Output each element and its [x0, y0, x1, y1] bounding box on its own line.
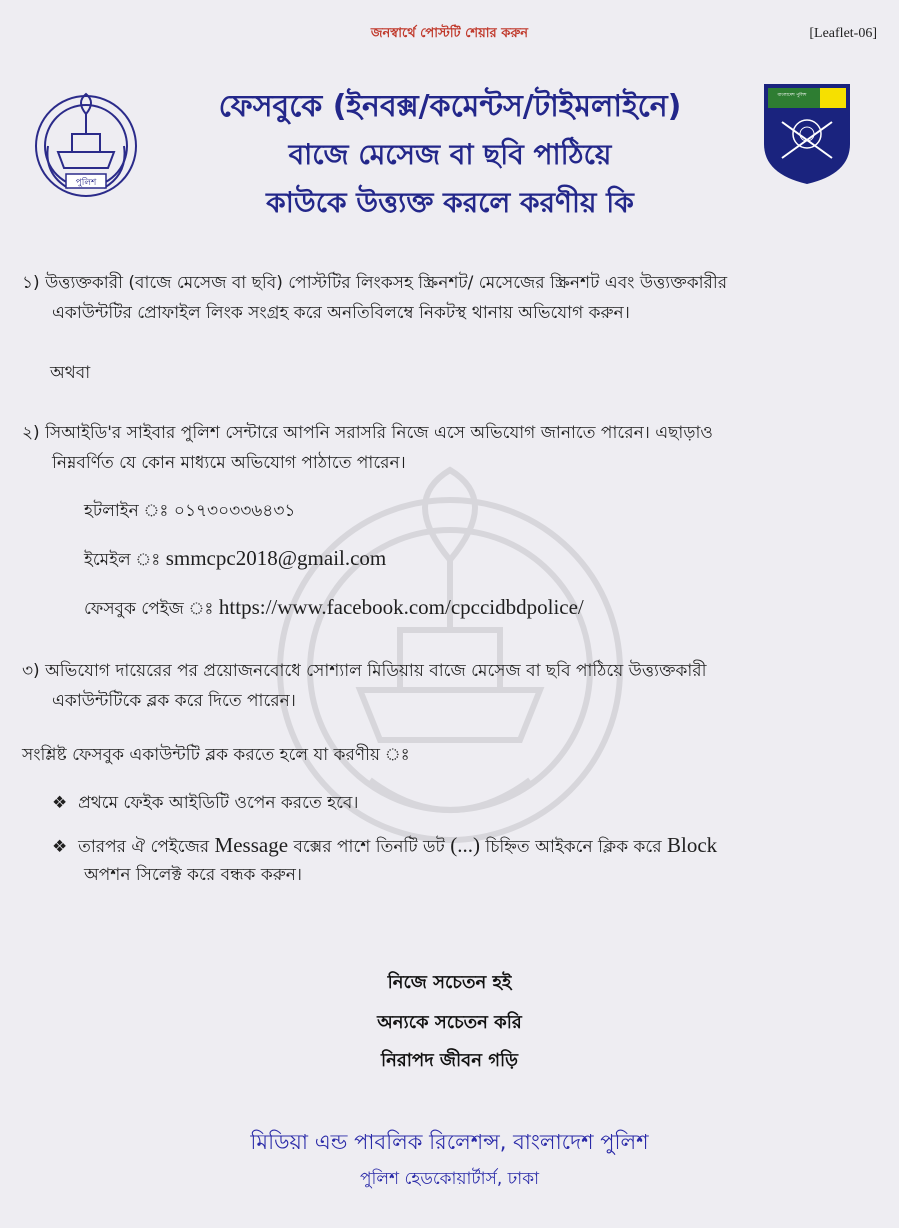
step-2-line-1: ২) সিআইডি'র সাইবার পুলিশ সেন্টারে আপনি সরাসরি নিজে এসে অভিযোগ জানাতে পারেন। এছাড়াও [22, 423, 713, 443]
email-row [84, 543, 386, 576]
step-3-line-2: একাউন্টটিকে ব্লক করে দিতে পারেন। [52, 691, 296, 711]
cyber-police-emblem [762, 82, 852, 186]
bullet-2-dots: (...) [450, 833, 480, 857]
bullet-2-text-mid: বক্সের পাশে তিনটি ডট [293, 837, 445, 857]
footer-organization: মিডিয়া এন্ড পাবলিক রিলেশন্স, বাংলাদেশ পুলিশ [250, 1130, 649, 1154]
step-1-line-2: একাউন্টটির প্রোফাইল লিংক সংগ্রহ করে অনতিবিলম্বে নিকটস্থ থানায় অভিযোগ করুন। [52, 303, 630, 323]
hotline-label: হটলাইন ঃ [84, 501, 169, 521]
hotline-number[interactable]: ০১৭৩০৩৩৬৪৩১ [173, 501, 296, 521]
slogan-line-2: অন্যকে সচেতন করি [377, 1012, 522, 1033]
bullet-item-1 [52, 788, 358, 819]
step-3-line-1: ৩) অভিযোগ দায়েরের পর প্রয়োজনবোধে সোশ্যাল মিডিয়ায় বাজে মেসেজ বা ছবি পাঠিয়ে উত্ত্যক্তকারী [22, 661, 707, 681]
or-text: অথবা [50, 363, 91, 383]
bullet-2-message-word: Message [214, 833, 289, 857]
facebook-row [84, 592, 584, 625]
police-badge-logo [28, 86, 144, 202]
emblem-top-text: বাংলাদেশ পুলিশ [777, 93, 807, 98]
bullet-icon: ❖ [52, 793, 68, 813]
slogan-line-3: নিরাপদ জীবন গড়ি [380, 1050, 519, 1071]
share-notice: জনস্বার্থে পোস্টটি শেয়ার করুন [370, 26, 529, 41]
bullet-2-block-word: Block [666, 833, 718, 857]
hotline-row [84, 496, 295, 527]
title-line-1: ফেসবুকে (ইনবক্স/কমেন্টস/টাইমলাইনে) [218, 89, 682, 124]
facebook-label: ফেসবুক পেইজ ঃ [84, 599, 214, 619]
step-2-line-2: নিম্নবর্ণিত যে কোন মাধ্যমে অভিযোগ পাঠাতে পারেন। [52, 453, 406, 473]
facebook-link[interactable]: https://www.facebook.com/cpccidbdpolice/ [218, 595, 584, 619]
block-heading: সংশ্লিষ্ট ফেসবুক একাউন্টটি ব্লক করতে হলে যা করণীয় ঃ [22, 745, 410, 765]
footer-address: পুলিশ হেডকোয়ার্টার্স, ঢাকা [359, 1169, 540, 1189]
bullet-2-text-pre: তারপর ঐ পেইজের [78, 837, 210, 857]
email-address[interactable]: smmcpc2018@gmail.com [165, 546, 387, 570]
step-1-line-1: ১) উত্ত্যক্তকারী (বাজে মেসেজ বা ছবি) পোস্টটির লিংকসহ স্ক্রিনশট/ মেসেজের স্ক্রিনশট এবং উত্ত্যক্তকারীর [22, 273, 728, 293]
email-label: ইমেইল ঃ [84, 550, 161, 570]
bullet-item-2 [52, 830, 872, 863]
title-line-3: কাউকে উত্ত্যক্ত করলে করণীয় কি [266, 186, 634, 219]
badge-text: পুলিশ [75, 178, 97, 188]
bullet-2-line-2: অপশন সিলেক্ট করে বন্ধক করুন। [84, 865, 302, 885]
bullet-1-text: প্রথমে ফেইক আইডিটি ওপেন করতে হবে। [78, 793, 359, 813]
bullet-2-text-post: চিহ্নিত আইকনে ক্লিক করে [485, 837, 662, 857]
slogan-line-1: নিজে সচেতন হই [387, 972, 512, 993]
leaflet-number: [Leaflet-06] [809, 26, 877, 41]
bullet-icon: ❖ [52, 837, 68, 857]
title-line-2: বাজে মেসেজ বা ছবি পাঠিয়ে [288, 138, 612, 171]
